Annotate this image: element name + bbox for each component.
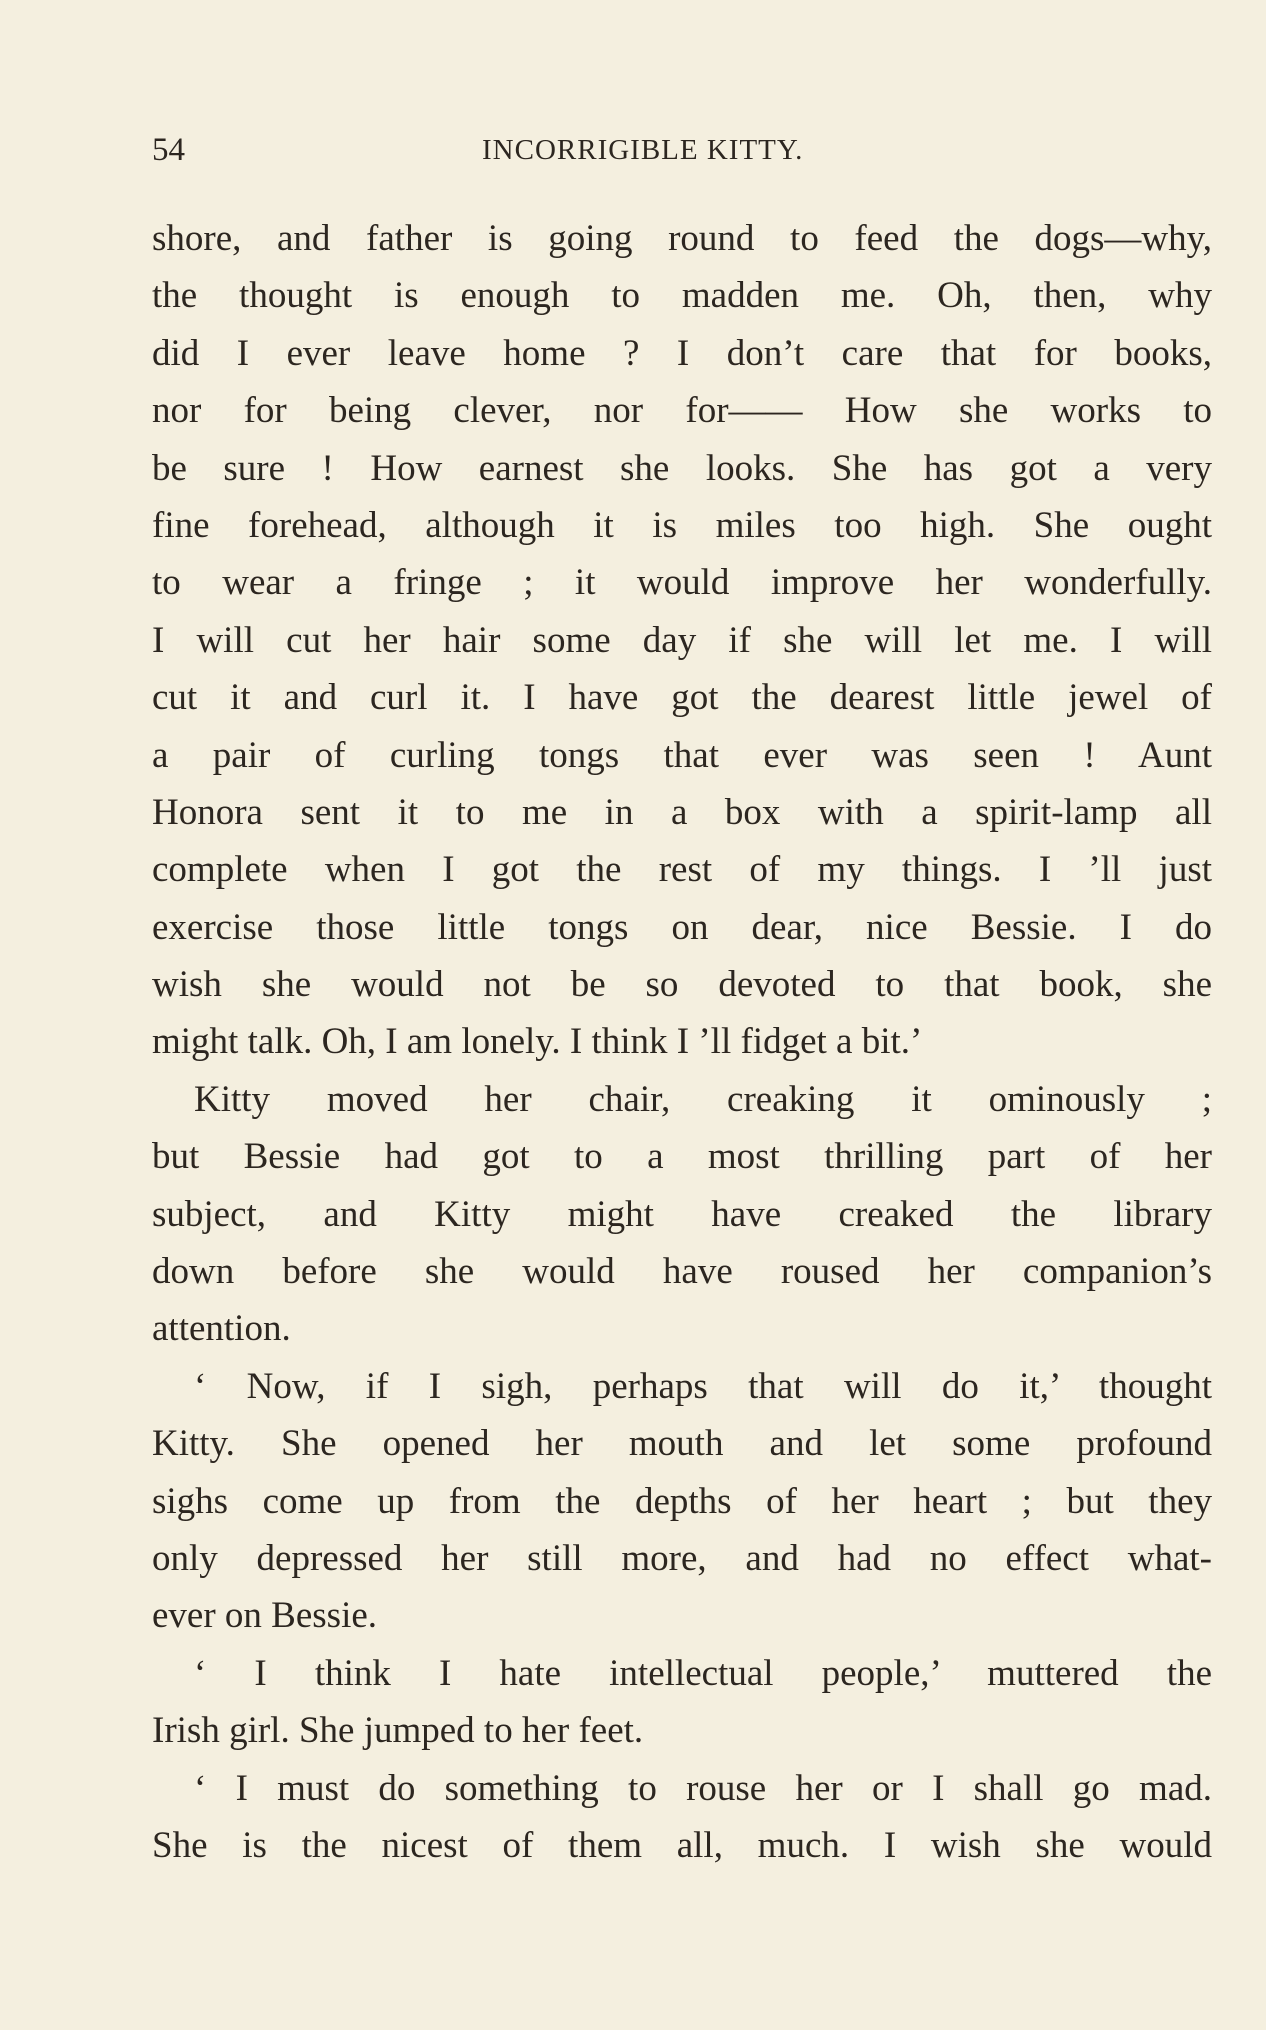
text-line: fine forehead, although it is miles too high. She ought [152,504,1212,546]
text-line: Irish girl. She jumped to her feet. [152,1710,644,1752]
text-line: complete when I got the rest of my things. I ’ll just [152,849,1212,891]
text-line: might talk. Oh, I am lonely. I think I ’ll fidget a bit.’ [152,1021,923,1063]
text-line: attention. [152,1308,291,1350]
text-line: nor for being clever, nor for—— How she works to [152,390,1212,432]
running-title: INCORRIGIBLE KITTY. [482,134,804,166]
text-line: wish she would not be so devoted to that book, she [152,964,1212,1006]
text-line: the thought is enough to madden me. Oh, then, why [152,275,1212,317]
page-header [152,130,1212,170]
text-line: be sure ! How earnest she looks. She has got a very [152,447,1212,489]
text-line: only depressed her still more, and had no effect what- [152,1537,1212,1579]
page-number: 54 [152,132,185,168]
text-line: down before she would have roused her companion’s [152,1251,1212,1293]
text-line: to wear a fringe ; it would improve her wonderfully. [152,562,1212,604]
text-line: She is the nicest of them all, much. I wish she would [152,1824,1212,1866]
text-line: exercise those little tongs on dear, nice Bessie. I do [152,906,1212,948]
text-line: ‘ Now, if I sigh, perhaps that will do it,’ thought [194,1365,1212,1407]
text-line: sighs come up from the depths of her heart ; but they [152,1480,1212,1522]
text-line: Honora sent it to me in a box with a spirit-lamp all [152,791,1212,833]
text-line: Kitty moved her chair, creaking it ominously ; [194,1078,1212,1120]
text-line: Kitty. She opened her mouth and let some profound [152,1423,1212,1465]
text-line: a pair of curling tongs that ever was seen ! Aunt [152,734,1212,776]
text-line: but Bessie had got to a most thrilling part of her [152,1136,1212,1178]
text-line: subject, and Kitty might have creaked the library [152,1193,1212,1235]
text-line: ever on Bessie. [152,1595,378,1637]
text-line: shore, and father is going round to feed the dogs—why, [152,218,1212,259]
text-line: did I ever leave home ? I don’t care that for books, [152,332,1212,374]
page-body [152,210,1212,1874]
text-line: cut it and curl it. I have got the dearest little jewel of [152,677,1212,719]
text-line: I will cut her hair some day if she will let me. I will [152,619,1212,661]
text-line: ‘ I must do something to rouse her or I shall go mad. [194,1767,1212,1809]
text-line: ‘ I think I hate intellectual people,’ muttered the [194,1652,1212,1694]
